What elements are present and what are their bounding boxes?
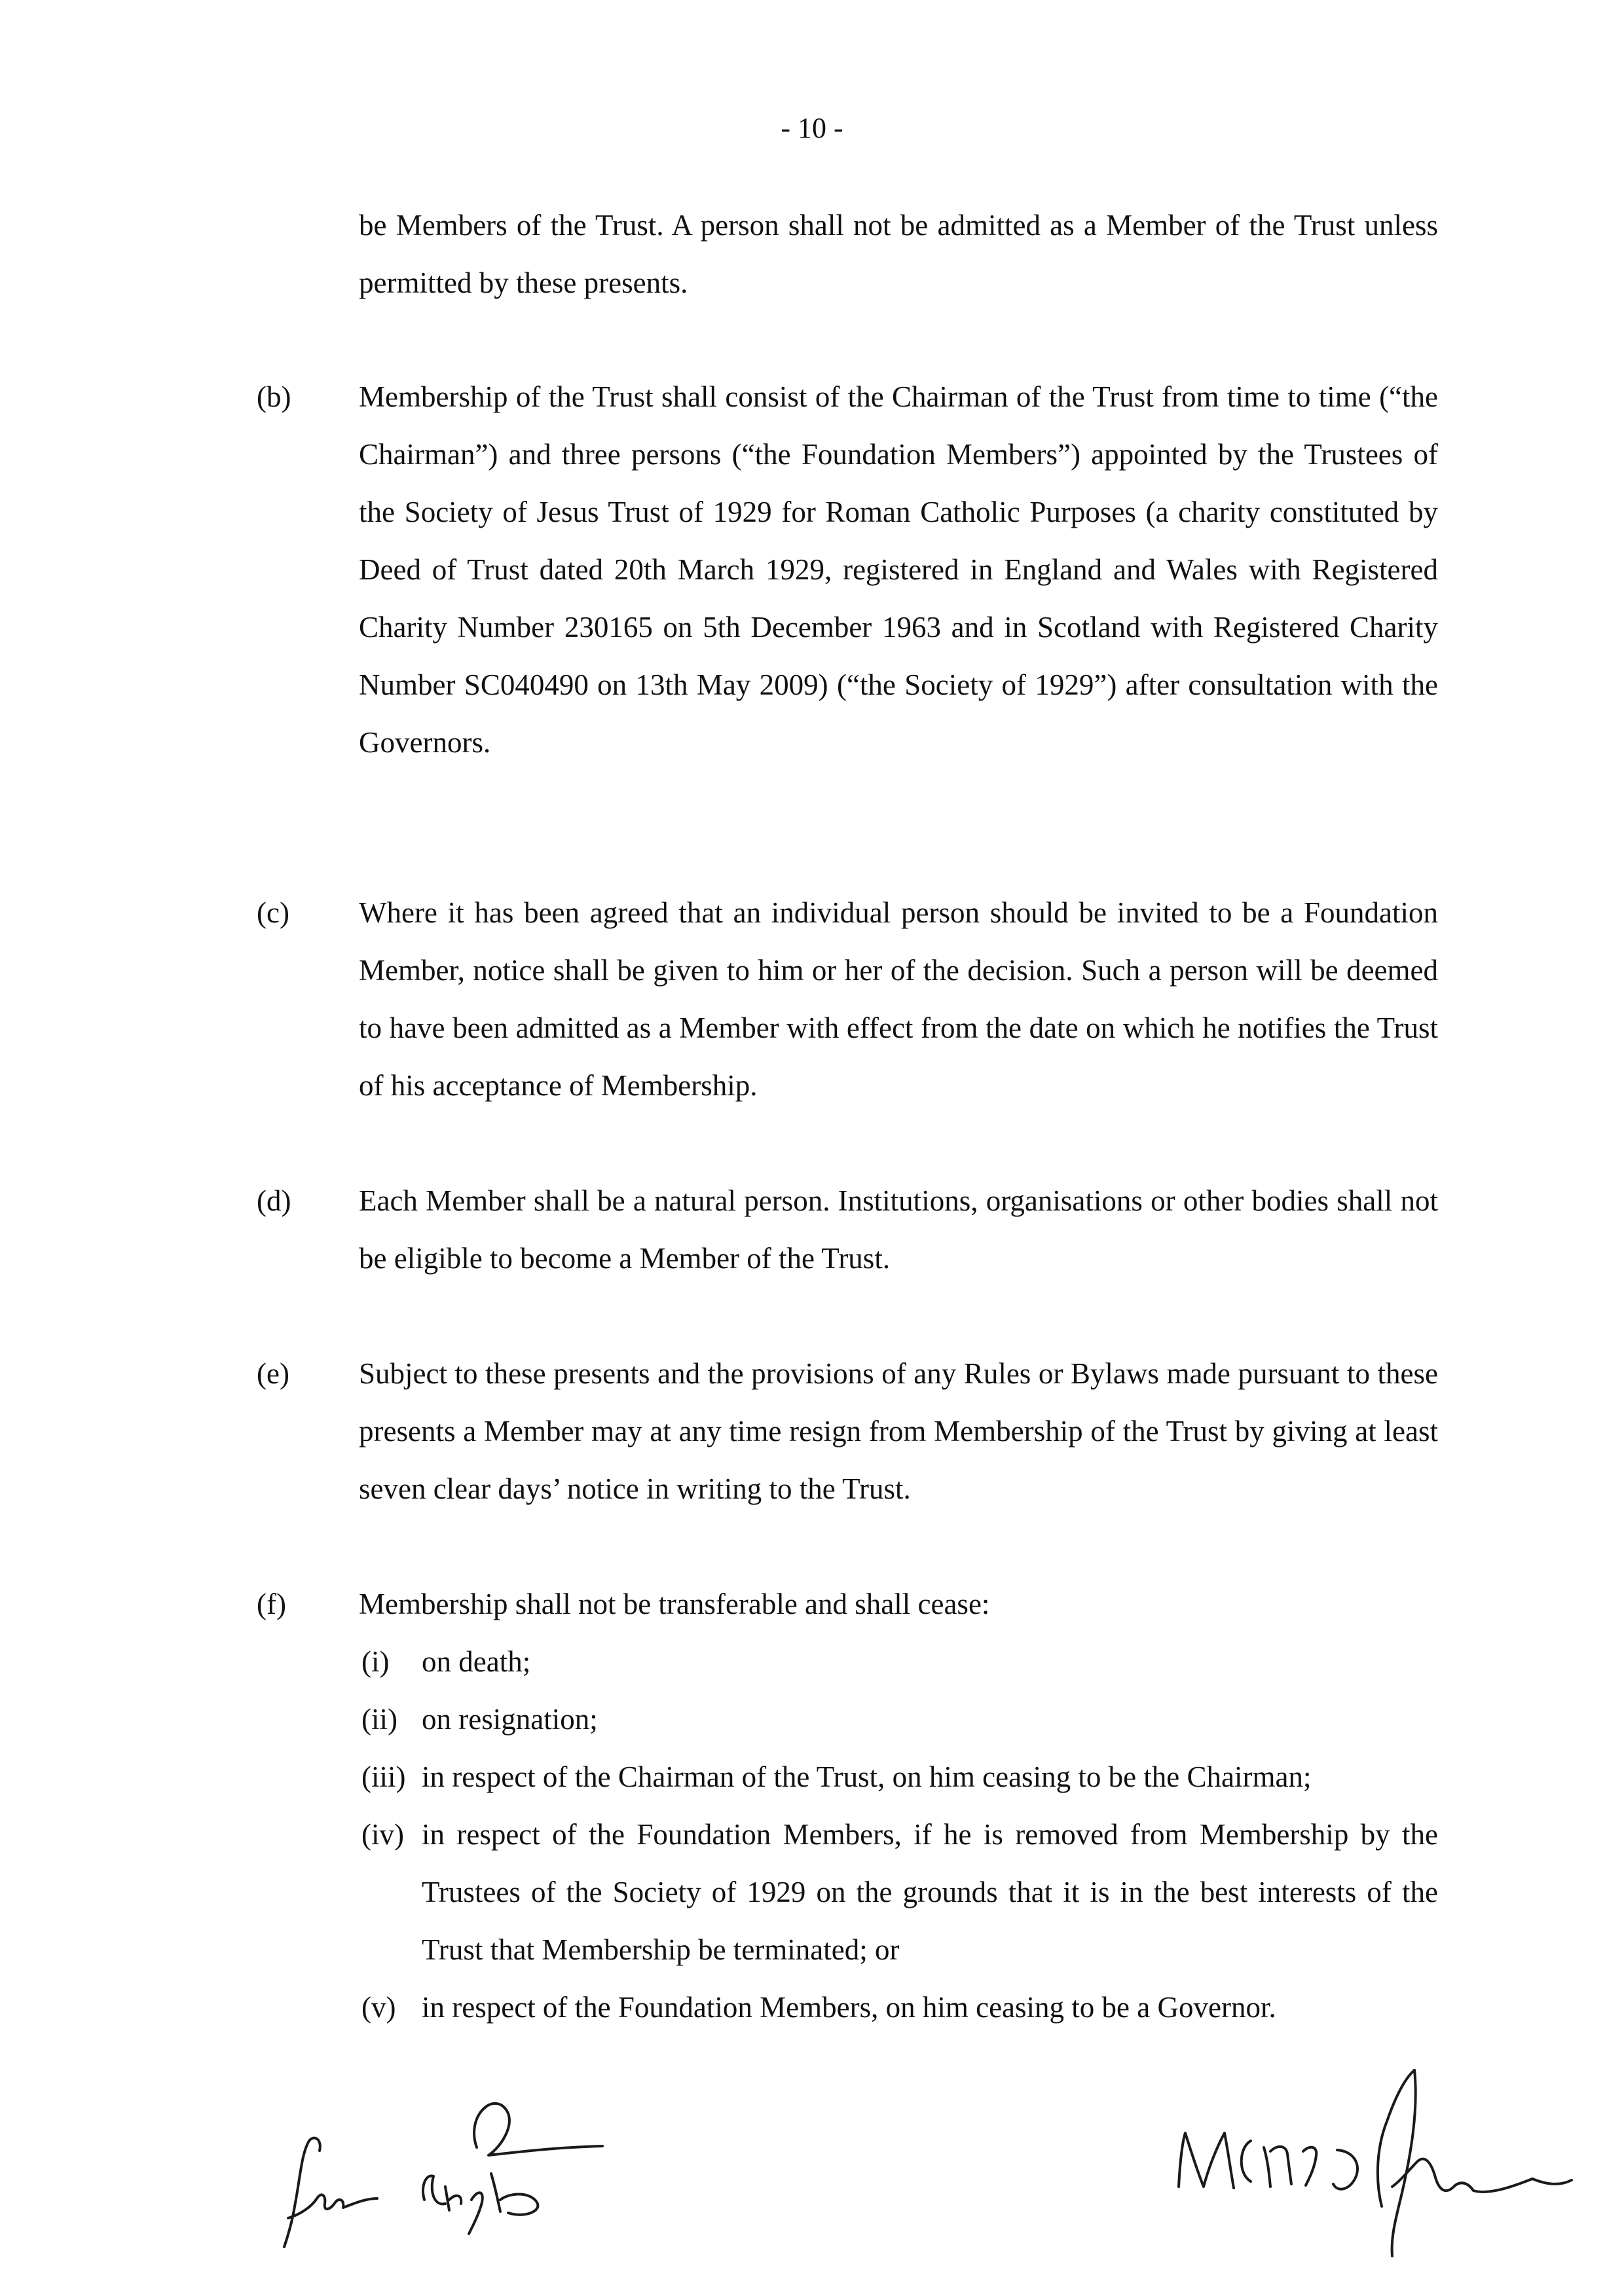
- list-item-label: (iv): [361, 1818, 404, 1851]
- list-item-text: in respect of the Foundation Members, on him ceasing to be a Governor.: [422, 1991, 1276, 2024]
- page-number: - 10 -: [781, 112, 843, 144]
- list-item-text: in respect of the Chairman of the Trust, on him ceasing to be the Chairman;: [422, 1760, 1312, 1793]
- signature-right: [1166, 2023, 1585, 2272]
- list-item-label: (iii): [361, 1760, 406, 1793]
- list-item-label: (v): [361, 1991, 396, 2024]
- signature-left: [249, 2043, 655, 2252]
- paragraph-text: Membership shall not be transferable and shall cease:: [359, 1588, 990, 1620]
- list-item-text: on death;: [422, 1645, 531, 1678]
- list-item-label: (i): [361, 1645, 390, 1678]
- list-item-text: on resignation;: [422, 1703, 598, 1736]
- paragraph-text: Each Member shall be a natural person. Institutions, organisations or other bodies shall not be eligible to become a Member of the Trust.: [359, 1184, 1438, 1275]
- paragraph-label: (e): [257, 1357, 289, 1390]
- list-item-label: (ii): [361, 1703, 397, 1736]
- paragraph-label: (c): [257, 896, 289, 929]
- list-item-text: in respect of the Foundation Members, if he is removed from Membership by the Trustees of the Society of 1929 on the grounds that it is in the best interests of the Trust that Membership be terminated; or: [422, 1818, 1438, 1966]
- paragraph-label: (f): [257, 1588, 286, 1620]
- intro-text: be Members of the Trust. A person shall not be admitted as a Member of the Trust unless permitted by these presents.: [359, 209, 1438, 299]
- paragraph-text: Membership of the Trust shall consist of the Chairman of the Trust from time to time (“the Chairman”) and three persons (“the Foundation Members”) appointed by the Trustees of the Society of Jesus Trust of 1929 for Roman Catholic Purposes (a charity constituted by Deed of Trust dated 20th March 1929, registered in England and Wales with Registered Charity Number 230165 on 5th December 1963 and in Scotland with Registered Charity Number SC040490 on 13th May 2009) (“the Society of 1929”) after consultation with the Governors.: [359, 380, 1438, 759]
- paragraph-label: (d): [257, 1184, 291, 1217]
- paragraph-text: Subject to these presents and the provisions of any Rules or Bylaws made pursuant to these presents a Member may at any time resign from Membership of the Trust by giving at least seven clear days’ notice in writing to the Trust.: [359, 1357, 1438, 1505]
- paragraph-text: Where it has been agreed that an individual person should be invited to be a Foundation Member, notice shall be given to him or her of the decision. Such a person will be deemed to have been admitted as a Member with effect from the date on which he notifies the Trust of his acceptance of Membership.: [359, 896, 1438, 1102]
- paragraph-label: (b): [257, 380, 291, 413]
